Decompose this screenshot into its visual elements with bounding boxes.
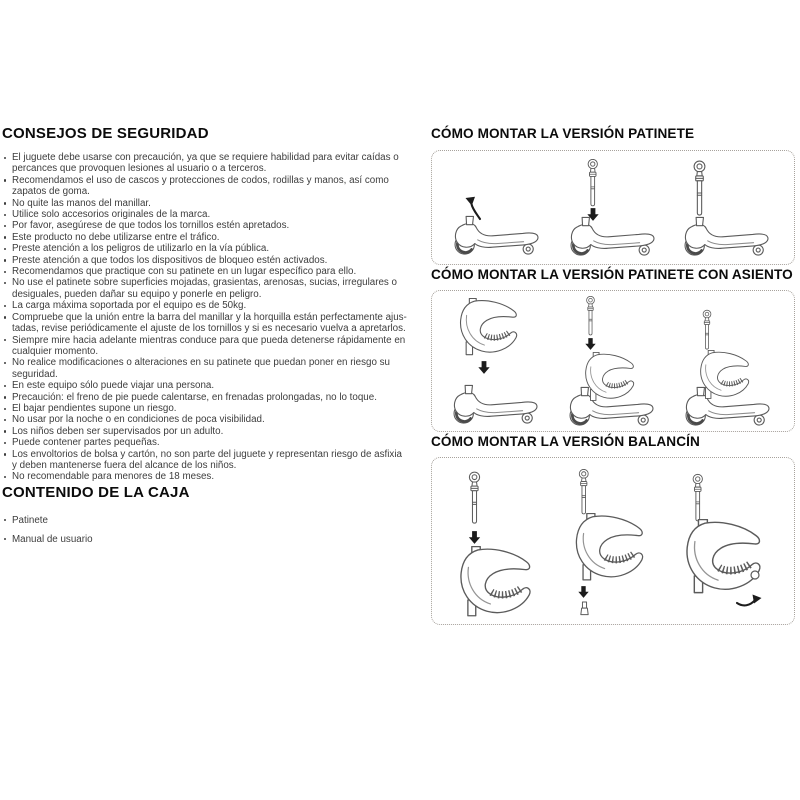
- assembly-title-patinete: CÓMO MONTAR LA VERSIÓN PATINETE: [431, 126, 695, 141]
- assembly-section-patinete-con-asiento: [431, 265, 795, 432]
- safety-list-item: Precaución: el freno de pie puede calentarse, en frenadas prolongadas, no lo toque.: [2, 392, 409, 403]
- left-column: [2, 124, 409, 549]
- assembly-steps-balancin-box: [431, 457, 795, 625]
- safety-list-item: Los niños deben ser supervisados por un adulto.: [2, 426, 409, 437]
- safety-section-title: CONSEJOS DE SEGURIDAD: [2, 125, 209, 142]
- safety-list-item: Compruebe que la unión entre la barra del manillar y la horquilla están perfectamente ajus-tadas, revise periódicamente el ajuste de los tornillos y si es necesario vuelva a apretarlos.: [2, 312, 409, 335]
- safety-list-item: No recomendable para menores de 18 meses.: [2, 471, 409, 482]
- illustration-seat-scooter-assembled: [671, 296, 786, 426]
- safety-list-item: Recomendamos que practique con su patinete en un lugar específico para ello.: [2, 266, 409, 277]
- assembly-title-balancin: CÓMO MONTAR LA VERSIÓN BALANCÍN: [431, 434, 700, 449]
- safety-list-item: El bajar pendientes supone un riesgo.: [2, 403, 409, 414]
- assembly-section-balancin: [431, 432, 795, 625]
- box-contents-item: Manual de usuario: [2, 530, 409, 549]
- safety-list-item: El juguete debe usarse con precaución, ya que se requiere habilidad para evitar caídas o percances que provoquen lesiones al usuario o a terceros.: [2, 152, 409, 175]
- right-column: [431, 124, 795, 625]
- illustration-insert-plug-under-rocker: [555, 467, 670, 619]
- illustration-rocker-assembled-rocking-arrow: [671, 467, 786, 619]
- box-contents-title: CONTENIDO DE LA CAJA: [2, 483, 190, 501]
- safety-list-item: Los envoltorios de bolsa y cartón, no son parte del juguete y representan riesgo de asfixia y deben mantenerse fuera del alcance de los niños.: [2, 449, 409, 472]
- safety-list-item: Este producto no debe utilizarse entre el tráfico.: [2, 232, 409, 243]
- illustration-scooter-assembled: [672, 159, 784, 259]
- illustration-insert-stem-into-deck: [557, 159, 669, 259]
- assembly-title-patinete-con-asiento: CÓMO MONTAR LA VERSIÓN PATINETE CON ASIENTO: [431, 267, 793, 282]
- safety-list-item: En este equipo sólo puede viajar una persona.: [2, 380, 409, 391]
- assembly-section-patinete: [431, 124, 795, 265]
- assembly-steps-patinete-con-asiento-box: [431, 290, 795, 432]
- illustration-place-seat-on-deck: [440, 296, 555, 426]
- safety-list-item: Por favor, asegúrese de que todos los tornillos estén apretados.: [2, 220, 409, 231]
- illustration-insert-stem-into-rocker: [440, 467, 555, 619]
- box-contents-list: [2, 511, 409, 549]
- safety-list-item: Recomendamos el uso de cascos y protecciones de codos, rodillas y manos, así como zapatos de goma.: [2, 175, 409, 198]
- illustration-insert-stem-into-seat: [555, 296, 670, 426]
- box-contents-item: Patinete: [2, 511, 409, 530]
- safety-list: [2, 152, 409, 483]
- safety-list-item: Preste atención a los peligros de utilizarlo en la vía pública.: [2, 243, 409, 254]
- safety-list-item: Preste atención a que todos los dispositivos de bloqueo estén activados.: [2, 255, 409, 266]
- safety-list-item: No quite las manos del manillar.: [2, 198, 409, 209]
- safety-list-item: Siempre mire hacia adelante mientras conduce para que pueda detenerse rápidamente en cualquier momento.: [2, 335, 409, 358]
- assembly-steps-patinete-box: [431, 150, 795, 265]
- safety-list-item: No realice modificaciones o alteraciones en su patinete que puedan poner en riesgo su seguridad.: [2, 357, 409, 380]
- safety-list-item: La carga máxima soportada por el equipo es de 50kg.: [2, 300, 409, 311]
- illustration-unfold-front-tube-arrow: [442, 159, 554, 259]
- safety-list-item: No usar por la noche o en condiciones de poca visibilidad.: [2, 414, 409, 425]
- safety-list-item: Puede contener partes pequeñas.: [2, 437, 409, 448]
- safety-list-item: No use el patinete sobre superficies mojadas, grasientas, arenosas, sucias, irregulares o desiguales, pueden dañar su equipo y ponerle en peligro.: [2, 277, 409, 300]
- safety-list-item: Utilice solo accesorios originales de la marca.: [2, 209, 409, 220]
